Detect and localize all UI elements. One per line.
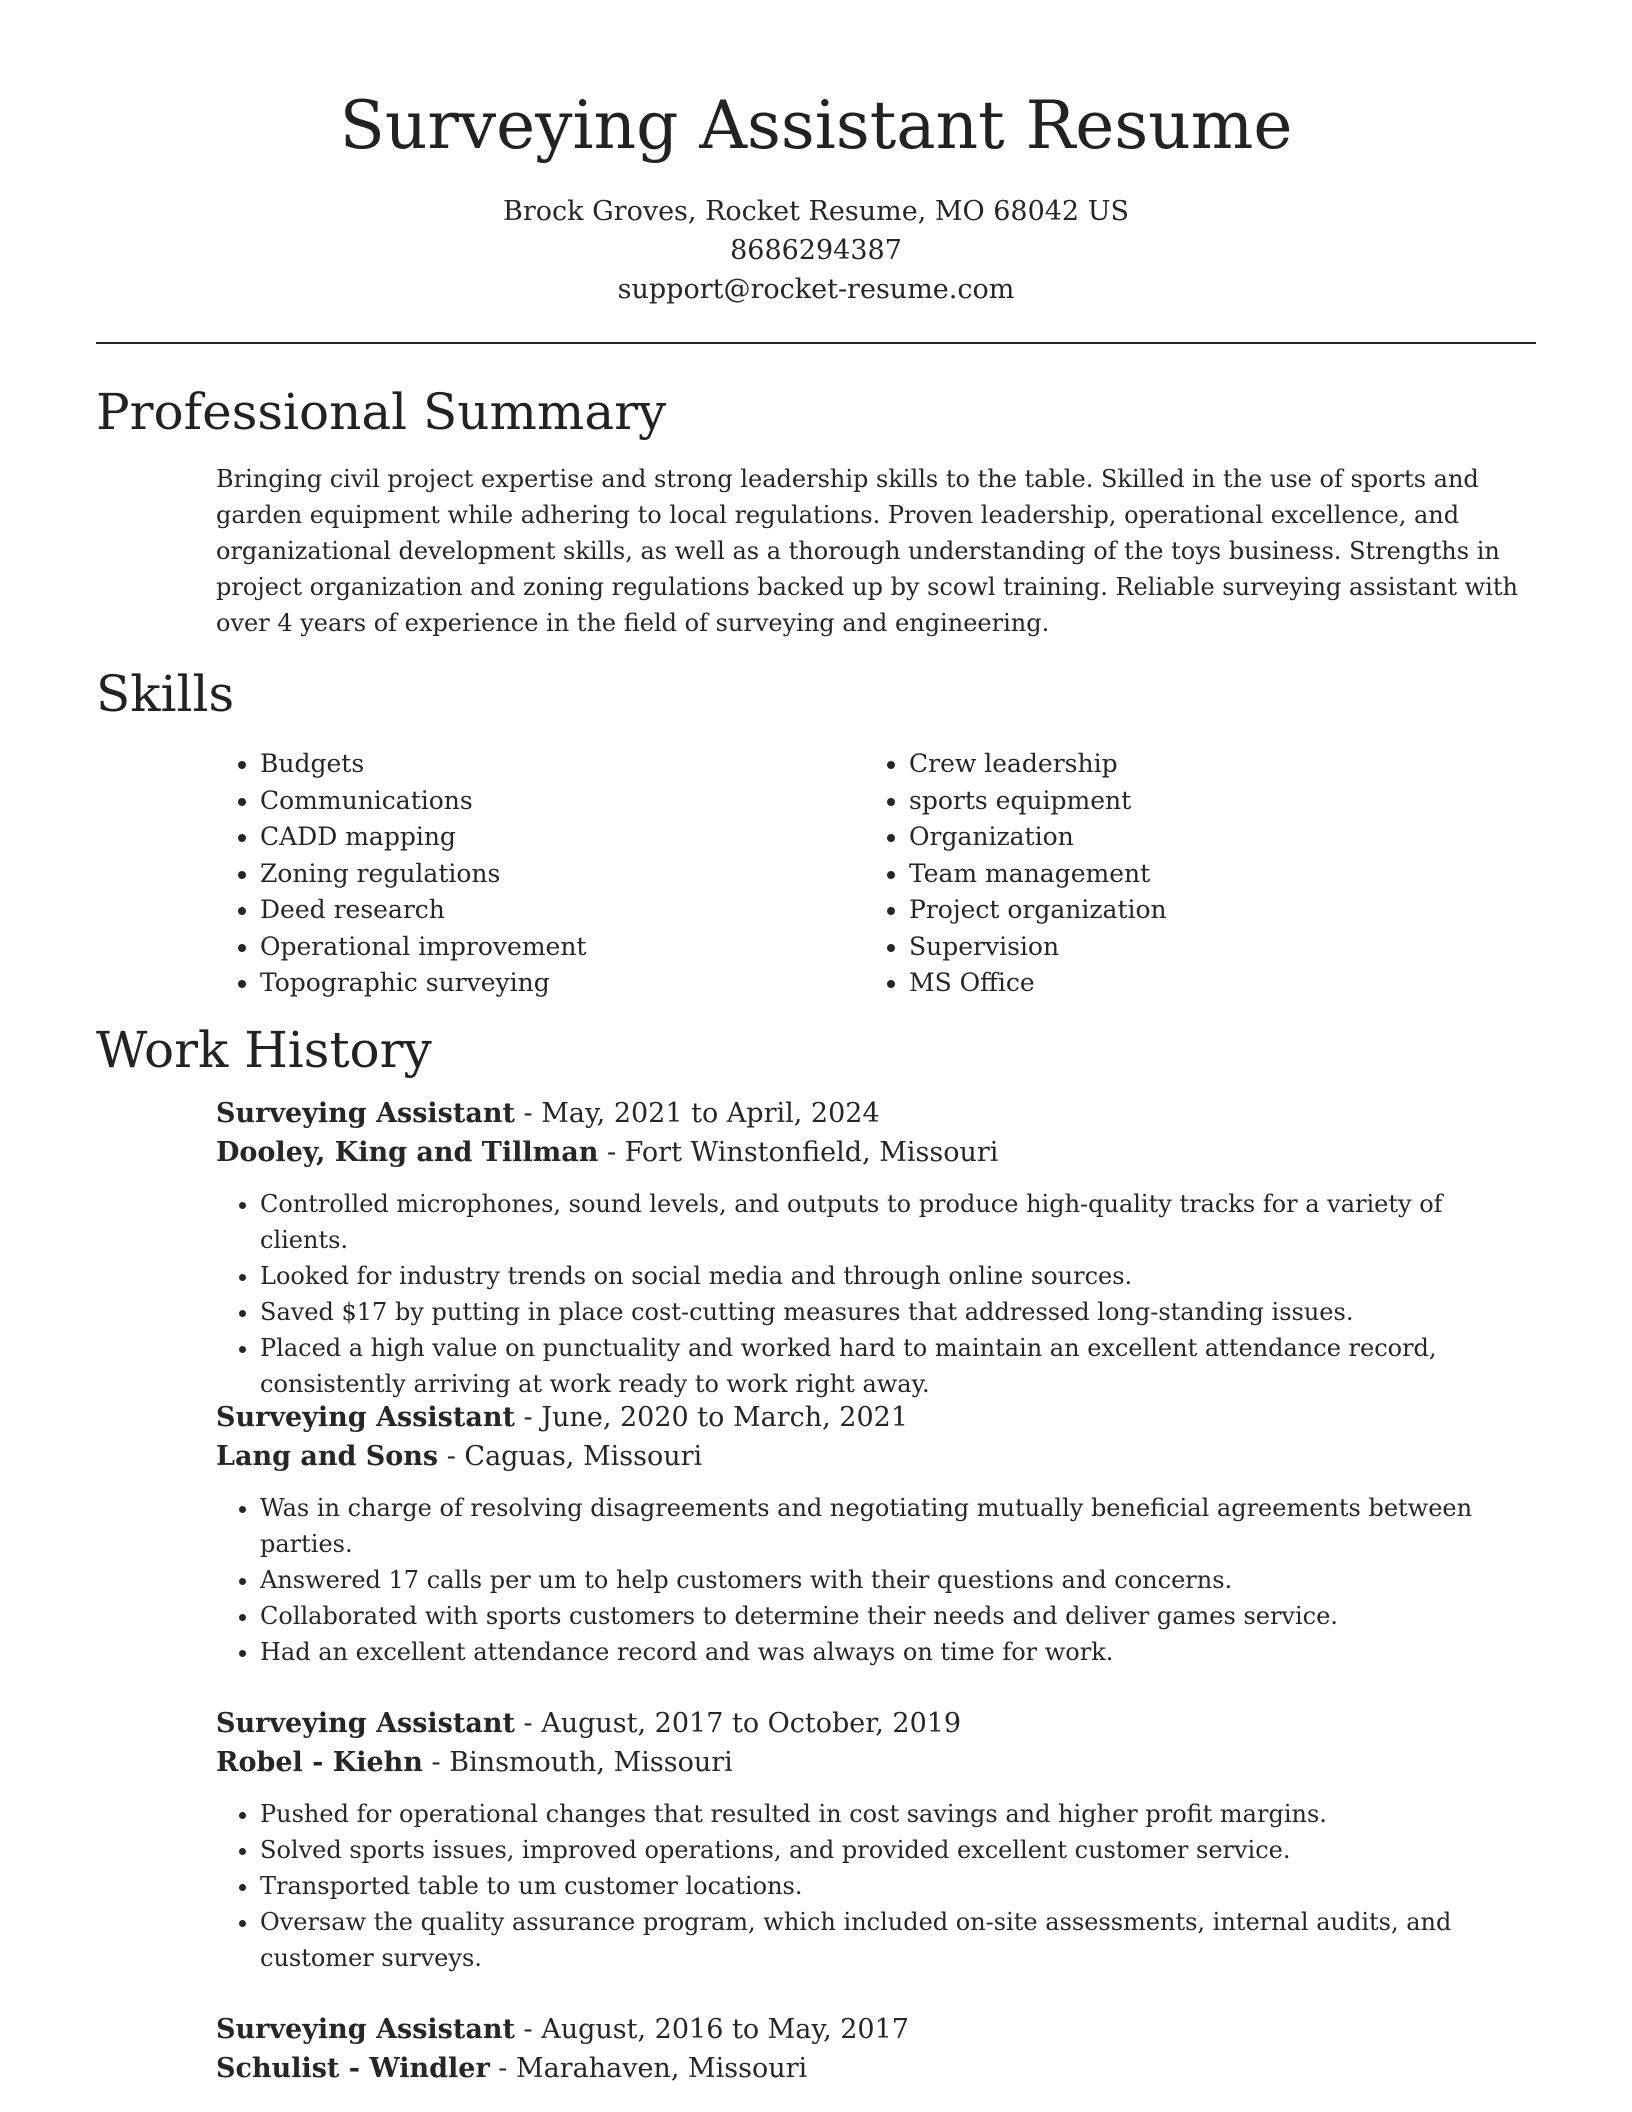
job-location: - Fort Winstonfield, Missouri [598,1137,999,1168]
job-title-line [216,1704,1538,1743]
job-bullet: • Collaborated with sports customers to determine their needs and deliver games service. [260,1598,1538,1634]
job-dates: - August, 2016 to May, 2017 [514,2014,909,2045]
job-dates: - May, 2021 to April, 2024 [514,1098,880,1129]
job-company: Lang and Sons [216,1441,439,1472]
job-bullet: • Pushed for operational changes that resulted in cost savings and higher profit margins. [260,1796,1538,1832]
job-bullets [216,1796,1538,1976]
section-heading-work-history: Work History [96,1021,432,1079]
section-heading-skills: Skills [96,665,235,723]
job-dates: - August, 2017 to October, 2019 [514,1708,962,1739]
skill-item: • Communications [260,783,865,820]
job-location: - Binsmouth, Missouri [422,1747,733,1778]
job-entry [216,1704,1538,1976]
job-bullet: • Had an excellent attendance record and was always on time for work. [260,1634,1538,1670]
job-bullet: • Transported table to um customer locations. [260,1868,1538,1904]
header-divider [96,342,1536,344]
resume-title: Surveying Assistant Resume [339,87,1293,164]
job-entry [216,1398,1538,1670]
job-bullet: • Solved sports issues, improved operations, and provided excellent customer service. [260,1832,1538,1868]
skill-item: • Organization [909,819,1514,856]
contact-phone: 8686294387 [730,235,902,266]
skill-item: • sports equipment [909,783,1514,820]
skill-item: • Deed research [260,892,865,929]
skill-item: • MS Office [909,965,1514,1002]
job-entry [216,1094,1538,1402]
skill-item: • Topographic surveying [260,965,865,1002]
skill-item: • Zoning regulations [260,856,865,893]
job-location: - Marahaven, Missouri [489,2053,808,2084]
job-bullet: • Answered 17 calls per um to help customers with their questions and concerns. [260,1562,1538,1598]
job-bullet: • Saved $17 by putting in place cost-cutting measures that addressed long-standing issues. [260,1294,1538,1330]
job-bullet: • Was in charge of resolving disagreements and negotiating mutually beneficial agreements between parties. [260,1490,1538,1562]
skill-item: • Project organization [909,892,1514,929]
skill-item: • Crew leadership [909,746,1514,783]
job-title-line [216,2010,1538,2049]
job-dates: - June, 2020 to March, 2021 [514,1402,909,1433]
contact-block [0,192,1632,309]
job-company: Schulist - Windler [216,2053,490,2084]
summary-text: Bringing civil project expertise and strong leadership skills to the table. Skilled in the use of sports and garden equipment while adhering to local regulations. Proven leadership, operational excellence, and organizational development skills, as well as a thorough understanding of the toys business. Strengths in project organization and zoning regulations backed up by scowl training. Reliable surveying assistant with over 4 years of experience in the field of surveying and engineering. [216,465,1518,637]
skills-list [216,746,1538,1002]
job-company: Robel - Kiehn [216,1747,423,1778]
skills-column-right [865,746,1514,1002]
job-bullet: • Controlled microphones, sound levels, and outputs to produce high-quality tracks for a variety of clients. [260,1186,1538,1258]
section-heading-summary: Professional Summary [96,383,667,441]
job-bullet: • Placed a high value on punctuality and worked hard to maintain an excellent attendance record, consistently arriving at work ready to work right away. [260,1330,1538,1402]
job-company-line [216,1133,1538,1172]
job-title: Surveying Assistant [216,1098,515,1129]
job-title: Surveying Assistant [216,1708,515,1739]
job-location: - Caguas, Missouri [438,1441,703,1472]
job-bullets [216,1186,1538,1402]
skill-item: • Operational improvement [260,929,865,966]
job-title: Surveying Assistant [216,2014,515,2045]
job-company-line [216,1743,1538,1782]
skill-item: • Budgets [260,746,865,783]
job-bullets [216,1490,1538,1670]
skill-item: • CADD mapping [260,819,865,856]
job-bullet: • Oversaw the quality assurance program, which included on-site assessments, internal audits, and customer surveys. [260,1904,1538,1976]
skill-item: • Supervision [909,929,1514,966]
job-title: Surveying Assistant [216,1402,515,1433]
job-company-line [216,2049,1538,2088]
skills-column-left [216,746,865,1002]
job-title-line [216,1398,1538,1437]
job-title-line [216,1094,1538,1133]
job-company: Dooley, King and Tillman [216,1137,599,1168]
job-company-line [216,1437,1538,1476]
job-bullet: • Looked for industry trends on social media and through online sources. [260,1258,1538,1294]
contact-email: support@rocket-resume.com [617,274,1015,305]
contact-address: Brock Groves, Rocket Resume, MO 68042 US [503,196,1129,227]
job-entry [216,2010,1538,2088]
skill-item: • Team management [909,856,1514,893]
